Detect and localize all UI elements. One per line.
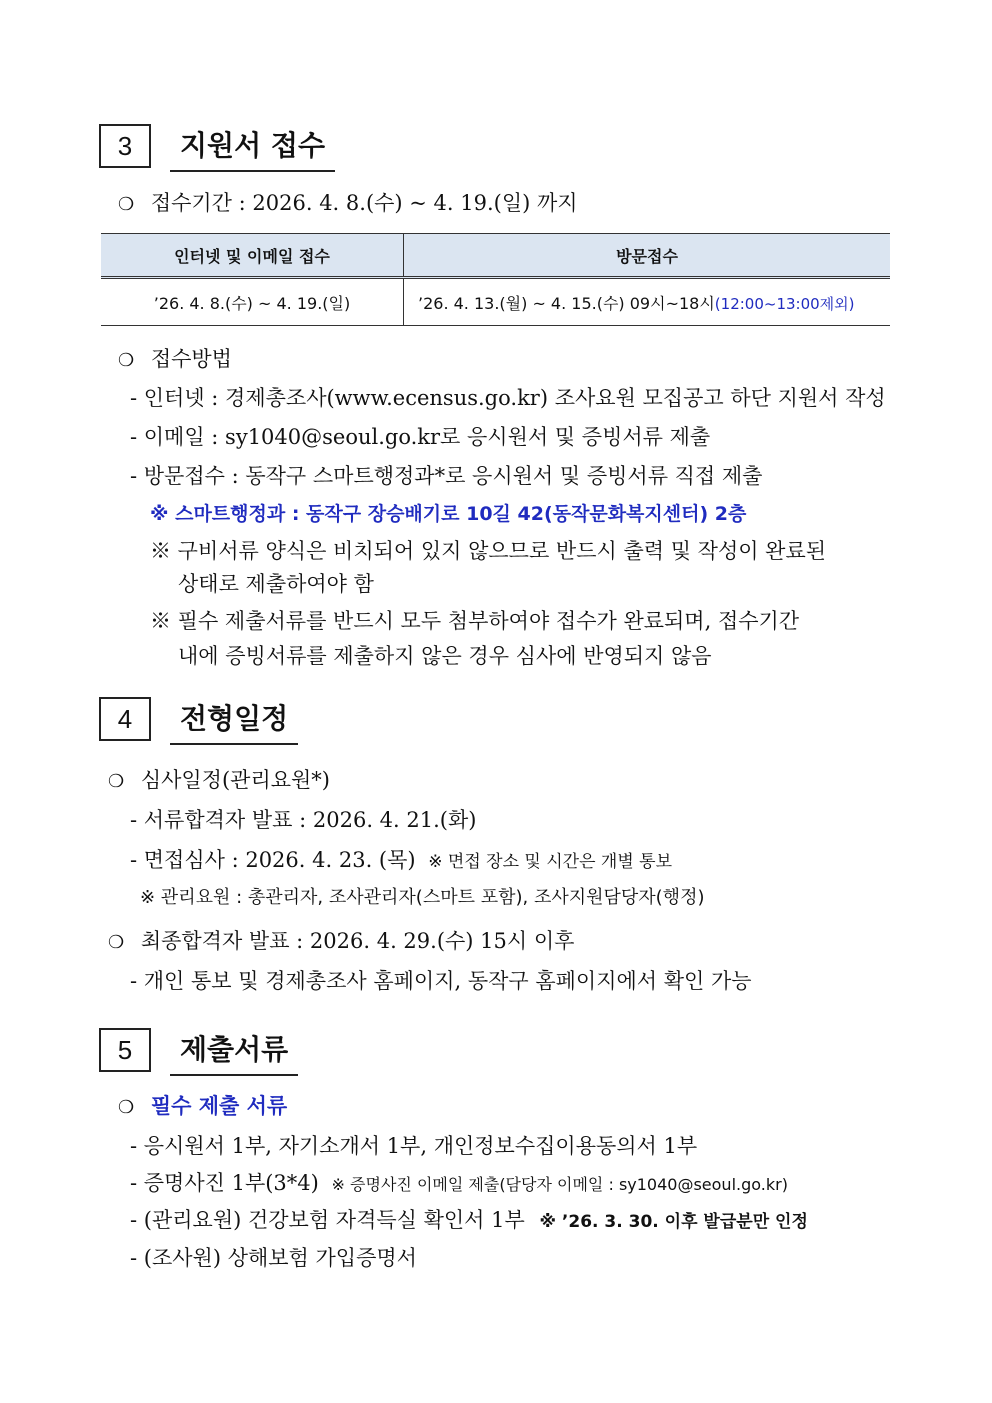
bullet-paragraph: [118, 343, 232, 373]
issue-date-note: ※ ’26. 3. 30. 이후 발급분만 인정: [539, 1212, 808, 1232]
note-line: 내에 증빙서류를 제출하지 않은 경우 심사에 반영되지 않음: [178, 644, 712, 668]
insurance-certificate: - (관리요원) 건강보험 자격득실 확인서 1부: [130, 1208, 525, 1232]
bullet-paragraph: [108, 925, 574, 955]
section-number: 3: [117, 130, 133, 161]
final-item: - 개인 통보 및 경제총조사 홈페이지, 동작구 홈페이지에서 확인 가능: [130, 969, 752, 993]
circle-bullet-icon: ❍: [118, 1097, 135, 1118]
section-number-box: [99, 124, 151, 168]
table-cell: ’26. 4. 8.(수) ~ 4. 19.(일): [101, 278, 404, 326]
circle-bullet-icon: ❍: [118, 194, 135, 215]
interview-note: ※ 면접 장소 및 시간은 개별 통보: [428, 852, 673, 872]
lunch-exclusion-note: (12:00~13:00제외): [714, 294, 855, 313]
note-line: ※ 필수 제출서류를 반드시 모두 첨부하여야 접수가 완료되며, 접수기간: [150, 609, 800, 633]
section-title: 전형일정: [170, 697, 298, 745]
required-documents-title: 필수 제출 서류: [150, 1093, 288, 1118]
note-line: 상태로 제출하여야 함: [178, 572, 374, 596]
schedule-item: [130, 844, 672, 874]
document-item: - (조사원) 상해보험 가입증명서: [130, 1246, 417, 1270]
circle-bullet-icon: ❍: [108, 932, 125, 953]
section-number: 4: [117, 703, 133, 734]
bullet-paragraph: [118, 1090, 287, 1120]
note-line: ※ 구비서류 양식은 비치되어 있지 않으므로 반드시 출력 및 작성이 완료된: [150, 539, 827, 563]
office-address-note: ※ 스마트행정과 : 동작구 장승배기로 10길 42(동작문화복지센터) 2층: [150, 503, 747, 525]
interview-date: - 면접심사 : 2026. 4. 23. (목): [130, 848, 416, 872]
method-item: - 인터넷 : 경제총조사(www.ecensus.go.kr) 조사요원 모집공고 하단 지원서 작성: [130, 386, 886, 410]
method-item: - 방문접수 : 동작구 스마트행정과*로 응시원서 및 증빙서류 직접 제출: [130, 464, 763, 488]
table-cell: [404, 278, 891, 326]
reception-period: 접수기간 : 2026. 4. 8.(수) ~ 4. 19.(일) 까지: [150, 191, 578, 215]
section-number-box: [99, 697, 151, 741]
section-number: 5: [117, 1034, 133, 1065]
table-header: 인터넷 및 이메일 접수: [101, 234, 404, 278]
reception-schedule-table: [101, 233, 890, 326]
document-item: - 응시원서 1부, 자기소개서 1부, 개인정보수집이용동의서 1부: [130, 1134, 698, 1158]
manager-note: ※ 관리요원 : 총관리자, 조사관리자(스마트 포함), 조사지원담당자(행정): [140, 887, 705, 908]
photo-requirement: - 증명사진 1부(3*4): [130, 1171, 319, 1195]
method-item: - 이메일 : sy1040@seoul.go.kr로 응시원서 및 증빙서류 제출: [130, 425, 711, 449]
final-announcement: 최종합격자 발표 : 2026. 4. 29.(수) 15시 이후: [140, 929, 575, 953]
photo-email-note: ※ 증명사진 이메일 제출(담당자 이메일 : sy1040@seoul.go.kr): [331, 1175, 788, 1194]
document-item: [130, 1167, 788, 1197]
table-header: 방문접수: [404, 234, 891, 278]
section-title: 제출서류: [170, 1028, 298, 1076]
review-schedule-title: 심사일정(관리요원*): [140, 768, 331, 792]
bullet-paragraph: [108, 764, 330, 794]
schedule-item: - 서류합격자 발표 : 2026. 4. 21.(화): [130, 808, 477, 832]
section-number-box: [99, 1028, 151, 1072]
visit-period: ’26. 4. 13.(월) ~ 4. 15.(수) 09시~18시: [418, 293, 715, 313]
section-title: 지원서 접수: [170, 124, 335, 172]
circle-bullet-icon: ❍: [108, 771, 125, 792]
document-item: [130, 1204, 808, 1234]
bullet-paragraph: [118, 187, 578, 217]
circle-bullet-icon: ❍: [118, 350, 135, 371]
method-title: 접수방법: [150, 347, 232, 371]
